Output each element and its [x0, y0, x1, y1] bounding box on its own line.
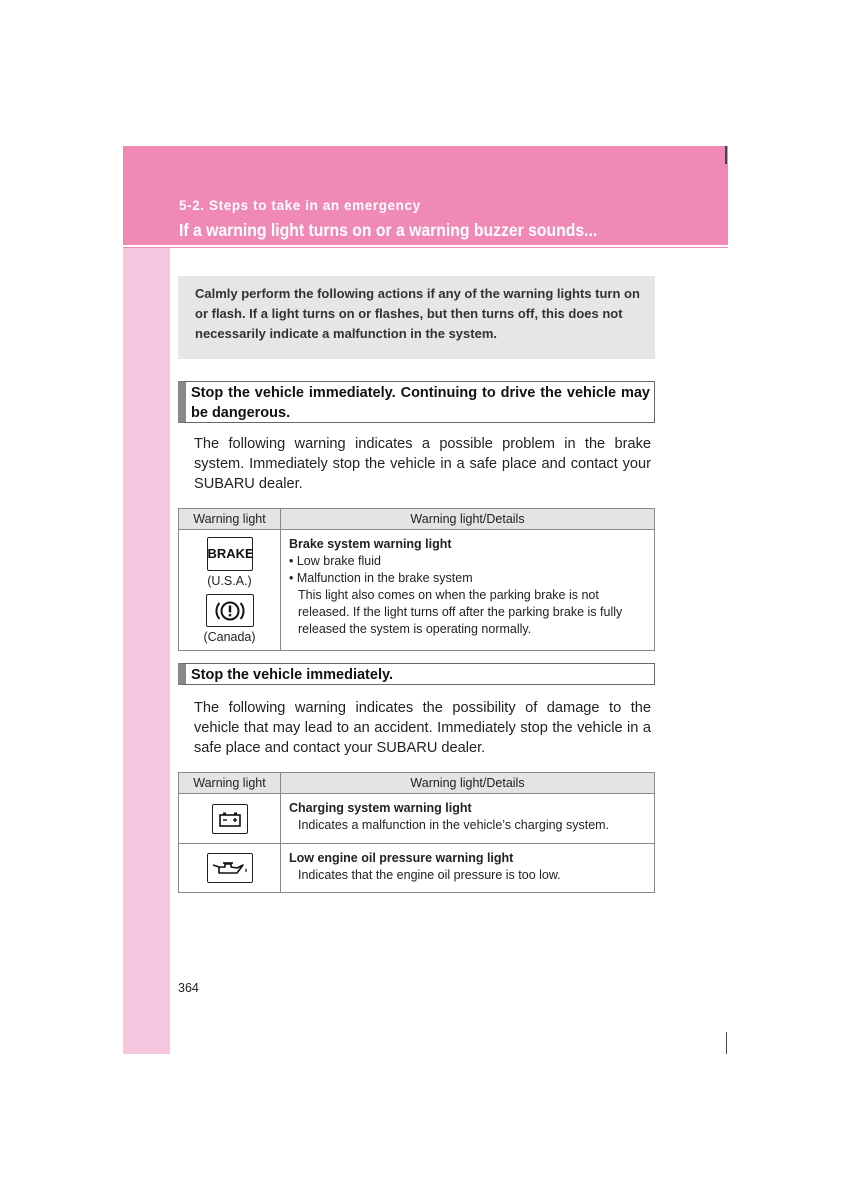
brake-warning-table	[178, 508, 655, 651]
table-row	[179, 530, 655, 651]
warning-title: Low engine oil pressure warning light	[289, 851, 514, 865]
chapter-header	[123, 146, 728, 248]
table-header-row	[179, 509, 655, 530]
caption-canada: (Canada)	[203, 630, 256, 644]
crop-mark	[725, 146, 727, 164]
section-label: 5-2. Steps to take in an emergency	[179, 198, 421, 213]
details-cell	[281, 794, 655, 844]
title-divider	[123, 245, 728, 247]
intro-box: Calmly perform the following actions if any of the warning lights turn on or flash. If a light turns on or flashes, but then turns off, this does not necessarily indicate a malfunction in the system.	[178, 276, 655, 359]
side-strip	[123, 248, 170, 1054]
warning-title: Brake system warning light	[289, 537, 452, 551]
table-row	[179, 844, 655, 893]
icon-cell	[179, 844, 281, 893]
battery-icon	[212, 804, 248, 834]
table-row	[179, 794, 655, 844]
details-cell	[281, 530, 655, 651]
column-header-details: Warning light/Details	[281, 773, 655, 794]
column-header-warning-light: Warning light	[179, 509, 281, 530]
details-cell	[281, 844, 655, 893]
warning-title: Charging system warning light	[289, 801, 472, 815]
icon-cell	[179, 794, 281, 844]
detail-description: Indicates a malfunction in the vehicle’s charging system.	[298, 818, 610, 832]
icon-cell	[179, 530, 281, 651]
detail-bullet: • Malfunction in the brake system	[289, 571, 473, 585]
damage-intro-text: The following warning indicates the possibility of damage to the vehicle that may lead to an accident. Immediately stop the vehicle in a safe place and contact your SUBARU dealer.	[194, 700, 651, 756]
detail-description: Indicates that the engine oil pressure is too low.	[298, 868, 561, 882]
warning-callout-stop-dangerous: Stop the vehicle immediately. Continuing to drive the vehicle may be dangerous.	[178, 381, 655, 423]
column-header-details: Warning light/Details	[281, 509, 655, 530]
page-title: If a warning light turns on or a warning buzzer sounds...	[179, 220, 598, 240]
detail-note: This light also comes on when the parking brake is not released. If the light turns off after the parking brake is fully released the system is operating normally.	[298, 588, 623, 636]
page-number: 364	[178, 981, 199, 995]
table-header-row	[179, 773, 655, 794]
brake-text-icon: BRAKE	[207, 537, 253, 571]
oil-can-icon	[207, 853, 253, 883]
warning-callout-stop: Stop the vehicle immediately.	[178, 663, 655, 685]
column-header-warning-light: Warning light	[179, 773, 281, 794]
caption-usa: (U.S.A.)	[207, 574, 252, 588]
brake-intro-text: The following warning indicates a possible problem in the brake system. Immediately stop the vehicle in a safe place and contact your SUBARU dealer.	[194, 436, 651, 492]
critical-warning-table	[178, 772, 655, 893]
detail-bullet: • Low brake fluid	[289, 554, 381, 568]
crop-mark	[726, 1032, 727, 1054]
brake-circle-exclamation-icon	[206, 594, 254, 627]
